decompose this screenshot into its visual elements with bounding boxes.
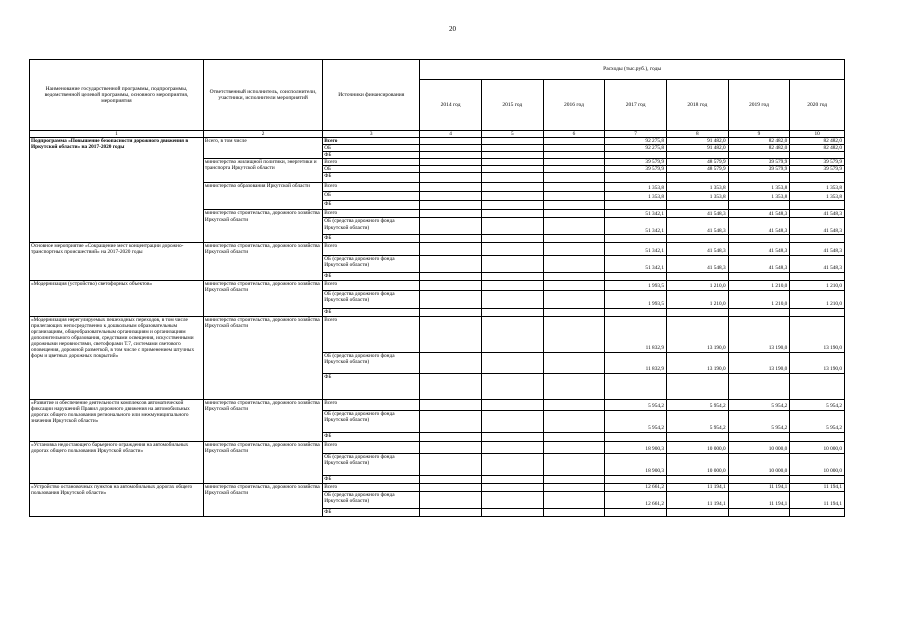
empty-cell (543, 290, 605, 308)
empty-cell (481, 373, 543, 399)
amount-cell: 82 482,0 (728, 138, 790, 145)
empty-cell (481, 508, 543, 516)
funding-source: ОБ (средства дорожного фонда Иркутской области) (323, 410, 420, 432)
amount-cell: 91 482,0 (666, 138, 728, 145)
empty-cell (420, 508, 482, 516)
funding-source: ФБ (323, 201, 420, 210)
empty-cell (420, 145, 482, 152)
header-year-2019: 2019 год (728, 80, 790, 131)
column-number: 7 (605, 131, 667, 138)
empty-cell (543, 255, 605, 272)
amount-cell: 41 548,3 (790, 210, 845, 218)
executor-name: министерство жилищной политики, энергетики и транспорта Иркутской области (203, 159, 322, 183)
page-number: 20 (449, 25, 456, 33)
funding-source: ФБ (323, 235, 420, 242)
header-year-2016: 2016 год (543, 80, 605, 131)
empty-cell (420, 192, 482, 201)
funding-source: Всего (323, 316, 420, 352)
table-row (30, 242, 845, 255)
amount-cell: 82 482,0 (728, 145, 790, 152)
amount-cell: 82 482,0 (790, 138, 845, 145)
amount-cell (728, 152, 790, 159)
amount-cell (605, 432, 667, 441)
table-row (30, 399, 845, 410)
amount-cell (605, 235, 667, 242)
amount-cell: 5 954,2 (728, 410, 790, 432)
funding-source: Всего (323, 280, 420, 290)
amount-cell: 39 579,9 (790, 159, 845, 166)
table-body (30, 138, 845, 516)
funding-source: Всего (323, 159, 420, 166)
amount-cell: 92 275,8 (605, 138, 667, 145)
amount-cell: 13 190,0 (728, 316, 790, 352)
header-year-2020: 2020 год (790, 80, 845, 131)
amount-cell: 51 342,1 (605, 242, 667, 255)
amount-cell: 11 194,1 (666, 491, 728, 508)
column-number: 5 (481, 131, 543, 138)
amount-cell: 18 900,3 (605, 441, 667, 453)
amount-cell (790, 432, 845, 441)
program-name: «Устройство остановочных пунктов на автомобильных дорогах общего пользования Иркутской области» (30, 483, 204, 516)
amount-cell: 1 210,0 (728, 280, 790, 290)
amount-cell (790, 235, 845, 242)
amount-cell: 10 000,0 (666, 453, 728, 475)
amount-cell: 39 579,9 (728, 166, 790, 173)
amount-cell: 1 210,0 (666, 290, 728, 308)
empty-cell (420, 166, 482, 173)
empty-cell (420, 173, 482, 183)
amount-cell (666, 201, 728, 210)
executor-name: Всего, в том числе (203, 138, 322, 159)
empty-cell (420, 210, 482, 218)
amount-cell: 41 548,3 (728, 210, 790, 218)
empty-cell (420, 218, 482, 235)
empty-cell (481, 218, 543, 235)
empty-cell (543, 218, 605, 235)
empty-cell (543, 441, 605, 453)
amount-cell: 41 548,3 (666, 218, 728, 235)
amount-cell: 1 353,8 (790, 183, 845, 192)
amount-cell: 10 000,0 (728, 453, 790, 475)
funding-source: Всего (323, 242, 420, 255)
amount-cell: 41 548,3 (666, 242, 728, 255)
funding-source: ФБ (323, 173, 420, 183)
program-name: «Развитие и обеспечение деятельности комплексов автоматической фиксации нарушений Правил дорожного движения на автомобильных дорогах общего пользования регионального или межмуниципального значения Иркутской области» (30, 399, 204, 441)
column-number: 1 (30, 131, 204, 138)
funding-source: ОБ (средства дорожного фонда Иркутской области) (323, 255, 420, 272)
amount-cell: 5 954,2 (605, 410, 667, 432)
funding-source: ФБ (323, 475, 420, 483)
empty-cell (543, 138, 605, 145)
amount-cell: 1 353,8 (605, 183, 667, 192)
empty-cell (420, 159, 482, 166)
amount-cell: 11 194,1 (728, 483, 790, 491)
amount-cell: 12 661,2 (605, 483, 667, 491)
amount-cell: 91 482,0 (666, 145, 728, 152)
amount-cell (728, 201, 790, 210)
empty-cell (481, 272, 543, 280)
empty-cell (481, 410, 543, 432)
empty-cell (481, 166, 543, 173)
amount-cell: 41 548,3 (666, 210, 728, 218)
amount-cell: 41 548,3 (728, 218, 790, 235)
funding-source: ОБ (средства дорожного фонда Иркутской области) (323, 352, 420, 373)
empty-cell (481, 441, 543, 453)
empty-cell (481, 201, 543, 210)
amount-cell: 1 353,8 (728, 183, 790, 192)
amount-cell (666, 373, 728, 399)
empty-cell (420, 308, 482, 316)
empty-cell (543, 373, 605, 399)
amount-cell: 41 548,3 (790, 218, 845, 235)
empty-cell (481, 483, 543, 491)
empty-cell (420, 410, 482, 432)
header-executor: Ответственный исполнитель, соисполнители, участники, исполнители мероприятий (203, 60, 322, 131)
amount-cell (790, 373, 845, 399)
funding-source: ОБ (средства дорожного фонда Иркутской области) (323, 453, 420, 475)
empty-cell (481, 159, 543, 166)
table-row (30, 138, 845, 145)
amount-cell (790, 152, 845, 159)
header-sources: Источники финансирования (323, 60, 420, 131)
empty-cell (420, 152, 482, 159)
funding-source: ОБ (средства дорожного фонда Иркутской области) (323, 218, 420, 235)
amount-cell (605, 201, 667, 210)
table-row (30, 316, 845, 352)
amount-cell (666, 152, 728, 159)
empty-cell (420, 483, 482, 491)
program-name: Основное мероприятие «Сокращение мест концентрации дорожно-транспортных происшествий» на 2017-2020 годы (30, 242, 204, 280)
amount-cell (790, 272, 845, 280)
empty-cell (543, 280, 605, 290)
amount-cell: 1 210,0 (790, 280, 845, 290)
amount-cell (605, 508, 667, 516)
empty-cell (420, 242, 482, 255)
amount-cell: 13 190,0 (666, 316, 728, 352)
amount-cell: 41 548,3 (666, 255, 728, 272)
empty-cell (420, 352, 482, 373)
amount-cell: 51 342,1 (605, 218, 667, 235)
amount-cell (605, 272, 667, 280)
executor-name: министерство строительства, дорожного хозяйства Иркутской области (203, 316, 322, 399)
empty-cell (543, 166, 605, 173)
funding-source: ОБ (323, 145, 420, 152)
empty-cell (420, 201, 482, 210)
amount-cell: 51 342,1 (605, 210, 667, 218)
empty-cell (543, 316, 605, 352)
amount-cell: 1 353,8 (666, 192, 728, 201)
amount-cell: 5 954,2 (728, 399, 790, 410)
executor-name: министерство строительства, дорожного хозяйства Иркутской области (203, 483, 322, 516)
header-year-2014: 2014 год (420, 80, 482, 131)
empty-cell (481, 152, 543, 159)
column-number: 2 (203, 131, 322, 138)
amount-cell (666, 173, 728, 183)
amount-cell: 10 000,0 (728, 441, 790, 453)
amount-cell: 39 579,9 (605, 166, 667, 173)
amount-cell: 11 194,1 (790, 483, 845, 491)
amount-cell: 11 194,1 (790, 491, 845, 508)
column-number: 9 (728, 131, 790, 138)
amount-cell: 1 353,8 (728, 192, 790, 201)
amount-cell: 48 579,9 (666, 159, 728, 166)
empty-cell (543, 210, 605, 218)
empty-cell (543, 145, 605, 152)
column-number: 6 (543, 131, 605, 138)
amount-cell: 92 275,8 (605, 145, 667, 152)
funding-source: Всего (323, 483, 420, 491)
amount-cell: 5 954,2 (666, 399, 728, 410)
amount-cell (605, 475, 667, 483)
executor-name: министерство строительства, дорожного хозяйства Иркутской области (203, 280, 322, 316)
empty-cell (481, 399, 543, 410)
amount-cell (666, 475, 728, 483)
header-expenses: Расходы (тыс.руб.), годы (420, 60, 845, 80)
funding-source: Всего (323, 210, 420, 218)
amount-cell (666, 235, 728, 242)
amount-cell: 39 579,9 (605, 159, 667, 166)
amount-cell (728, 308, 790, 316)
funding-source: ОБ (323, 192, 420, 201)
column-number: 8 (666, 131, 728, 138)
amount-cell: 5 954,2 (666, 410, 728, 432)
header-year-2015: 2015 год (481, 80, 543, 131)
empty-cell (543, 483, 605, 491)
empty-cell (543, 508, 605, 516)
amount-cell (605, 152, 667, 159)
amount-cell: 13 190,0 (666, 352, 728, 373)
amount-cell (790, 201, 845, 210)
empty-cell (481, 173, 543, 183)
amount-cell: 41 548,3 (790, 242, 845, 255)
amount-cell: 11 194,1 (666, 483, 728, 491)
amount-cell (666, 508, 728, 516)
table-row (30, 441, 845, 453)
funding-source: ОБ (средства дорожного фонда Иркутской области) (323, 290, 420, 308)
empty-cell (543, 491, 605, 508)
header-year-2018: 2018 год (666, 80, 728, 131)
funding-source: ФБ (323, 373, 420, 399)
funding-source: ФБ (323, 432, 420, 441)
amount-cell: 5 954,2 (605, 399, 667, 410)
executor-name: министерство строительства, дорожного хозяйства Иркутской области (203, 441, 322, 483)
amount-cell: 1 353,8 (790, 192, 845, 201)
empty-cell (420, 290, 482, 308)
empty-cell (543, 173, 605, 183)
amount-cell: 10 000,0 (666, 441, 728, 453)
program-name: Подпрограмма «Повышение безопасности дорожного движения в Иркутской области» на 2017-2020 годы (30, 138, 204, 242)
empty-cell (481, 491, 543, 508)
program-name: «Модернизация нерегулируемых пешеходных переходов, в том числе прилегающих непосредственно к дошкольным образовательным организациям, общеобразовательным организациям и организациям дополнительного образования, средствами освещения, искусственными дорожными неровностями, светофорами Т.7, системами светового оповещения, дорожной разметкой, в том числе с применением штучных форм и цветных дорожных покрытий» (30, 316, 204, 399)
column-number: 3 (323, 131, 420, 138)
empty-cell (543, 475, 605, 483)
funding-source: Всего (323, 399, 420, 410)
amount-cell: 1 210,0 (728, 290, 790, 308)
amount-cell (605, 173, 667, 183)
column-numbers-row (30, 131, 845, 138)
funding-source: ФБ (323, 272, 420, 280)
empty-cell (420, 255, 482, 272)
empty-cell (543, 235, 605, 242)
executor-name: министерство образования Иркутской области (203, 183, 322, 210)
amount-cell: 10 000,0 (790, 441, 845, 453)
amount-cell (790, 508, 845, 516)
amount-cell: 39 579,9 (790, 166, 845, 173)
amount-cell: 11 832,9 (605, 316, 667, 352)
amount-cell: 82 482,0 (790, 145, 845, 152)
amount-cell (666, 272, 728, 280)
amount-cell (605, 373, 667, 399)
funding-source: ОБ (323, 166, 420, 173)
empty-cell (481, 352, 543, 373)
amount-cell (790, 475, 845, 483)
amount-cell (728, 475, 790, 483)
executor-name: министерство строительства, дорожного хозяйства Иркутской области (203, 399, 322, 441)
amount-cell: 1 993,5 (605, 280, 667, 290)
empty-cell (481, 138, 543, 145)
empty-cell (543, 183, 605, 192)
empty-cell (543, 410, 605, 432)
executor-name: министерство строительства, дорожного хозяйства Иркутской области (203, 210, 322, 242)
empty-cell (420, 432, 482, 441)
amount-cell (728, 272, 790, 280)
amount-cell: 1 210,0 (790, 290, 845, 308)
empty-cell (420, 491, 482, 508)
empty-cell (543, 192, 605, 201)
amount-cell (728, 173, 790, 183)
funding-source: ФБ (323, 508, 420, 516)
funding-source: ФБ (323, 308, 420, 316)
header-program: Наименование государственной программы, подпрограммы, ведомственной целевой программы, основного мероприятия, мероприятия (30, 60, 204, 131)
empty-cell (543, 399, 605, 410)
amount-cell: 41 548,3 (728, 255, 790, 272)
empty-cell (543, 272, 605, 280)
empty-cell (481, 308, 543, 316)
empty-cell (420, 272, 482, 280)
amount-cell: 1 993,5 (605, 290, 667, 308)
amount-cell: 1 353,8 (666, 183, 728, 192)
empty-cell (420, 399, 482, 410)
empty-cell (481, 475, 543, 483)
column-number: 10 (790, 131, 845, 138)
amount-cell: 11 194,1 (728, 491, 790, 508)
empty-cell (543, 152, 605, 159)
empty-cell (481, 145, 543, 152)
amount-cell (666, 432, 728, 441)
amount-cell (605, 308, 667, 316)
funding-source: ФБ (323, 152, 420, 159)
amount-cell: 39 579,9 (728, 159, 790, 166)
funding-source: Всего (323, 441, 420, 453)
funding-table (29, 59, 845, 517)
amount-cell: 13 190,0 (790, 316, 845, 352)
funding-source: Всего (323, 183, 420, 192)
empty-cell (481, 235, 543, 242)
amount-cell: 5 954,2 (790, 410, 845, 432)
executor-name: министерство строительства, дорожного хозяйства Иркутской области (203, 242, 322, 280)
empty-cell (481, 183, 543, 192)
program-name: «Модернизация (устройство) светофорных объектов» (30, 280, 204, 316)
empty-cell (543, 432, 605, 441)
empty-cell (481, 290, 543, 308)
amount-cell: 11 832,9 (605, 352, 667, 373)
funding-source: ОБ (средства дорожного фонда Иркутской области) (323, 491, 420, 508)
amount-cell (728, 432, 790, 441)
empty-cell (420, 280, 482, 290)
empty-cell (420, 475, 482, 483)
empty-cell (420, 441, 482, 453)
empty-cell (481, 255, 543, 272)
empty-cell (481, 192, 543, 201)
amount-cell: 48 579,9 (666, 166, 728, 173)
amount-cell: 41 548,3 (790, 255, 845, 272)
amount-cell: 18 900,3 (605, 453, 667, 475)
empty-cell (420, 138, 482, 145)
empty-cell (543, 159, 605, 166)
amount-cell (728, 373, 790, 399)
amount-cell: 41 548,3 (728, 242, 790, 255)
amount-cell (728, 508, 790, 516)
empty-cell (481, 316, 543, 352)
empty-cell (420, 235, 482, 242)
amount-cell (790, 173, 845, 183)
amount-cell: 12 661,2 (605, 491, 667, 508)
amount-cell (790, 308, 845, 316)
program-name: «Установка недостающего барьерного ограждения на автомобильных дорогах общего пользования Иркутской области» (30, 441, 204, 483)
empty-cell (543, 308, 605, 316)
empty-cell (543, 201, 605, 210)
amount-cell (666, 308, 728, 316)
amount-cell: 13 190,0 (728, 352, 790, 373)
amount-cell (728, 235, 790, 242)
empty-cell (543, 352, 605, 373)
amount-cell: 13 190,0 (790, 352, 845, 373)
funding-source: Всего (323, 138, 420, 145)
amount-cell: 1 210,0 (666, 280, 728, 290)
empty-cell (420, 183, 482, 192)
empty-cell (481, 280, 543, 290)
table-row (30, 280, 845, 290)
amount-cell: 5 954,2 (790, 399, 845, 410)
empty-cell (420, 453, 482, 475)
empty-cell (481, 210, 543, 218)
empty-cell (543, 453, 605, 475)
amount-cell: 51 342,1 (605, 255, 667, 272)
table-row (30, 483, 845, 491)
header-year-2017: 2017 год (605, 80, 667, 131)
empty-cell (543, 242, 605, 255)
empty-cell (481, 453, 543, 475)
empty-cell (420, 373, 482, 399)
empty-cell (420, 316, 482, 352)
empty-cell (481, 242, 543, 255)
amount-cell: 10 000,0 (790, 453, 845, 475)
column-number: 4 (420, 131, 482, 138)
amount-cell: 1 353,8 (605, 192, 667, 201)
empty-cell (481, 432, 543, 441)
